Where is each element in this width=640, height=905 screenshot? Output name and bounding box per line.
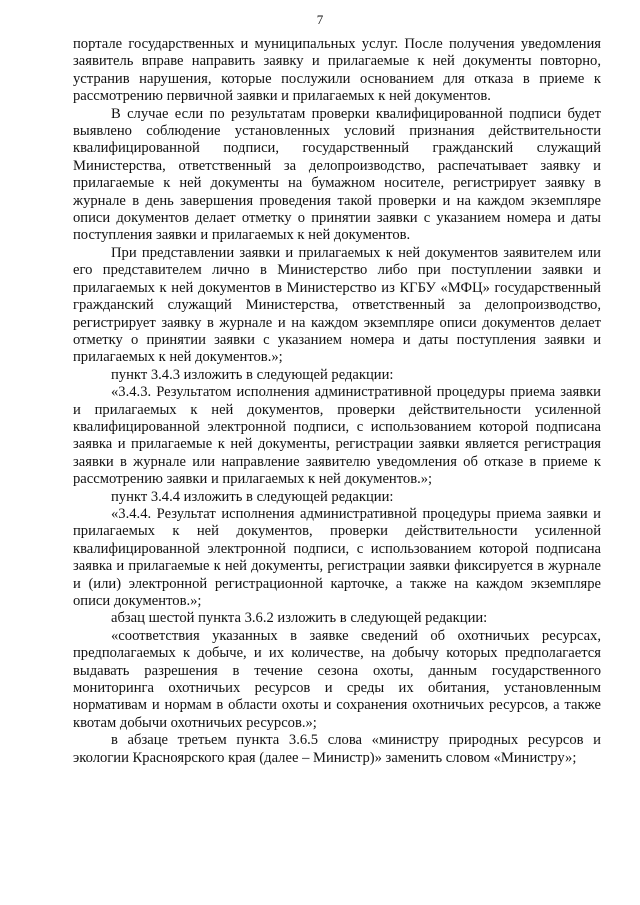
document-body [73,36,601,767]
paragraph-text-3-4-4: «3.4.4. Результат исполнения административной процедуры приема заявки и прилагаемых к ней документов, проверки действительности усиленной квалифицированной электронной подписи, с использованием которой подписана заявка и прилагаемые к ней документы, регистрации заявки фиксируется в журнале и (или) электронной регистрационной карточке, а также на каждом экземпляре описи документов.»; [73,505,601,609]
paragraph-amendment-3-4-3: пункт 3.4.3 изложить в следующей редакции: [111,366,394,383]
paragraph-amendment-3-6-5: в абзаце третьем пункта 3.6.5 слова «министру природных ресурсов и экологии Красноярского края (далее – Министр)» заменить словом «Министру»; [73,732,601,766]
paragraph-amendment-3-4-4: пункт 3.4.4 изложить в следующей редакции: [111,488,394,505]
paragraph-continuation: порталe государственных и муниципальных услуг. После получения уведомления заявитель вправе направить заявку и прилагаемые к ней документы повторно, устранив нарушения, которые послужили основанием для отказа в приеме к рассмотрению первичной заявки и прилагаемых к ней документов. [73,36,601,105]
paragraph-text-3-4-3: «3.4.3. Результатом исполнения административной процедуры приема заявки и прилагаемых к ней документов, проверки действительности усиленной квалифицированной электронной подписи, с использованием которой подписана заявка и прилагаемые к ней документы, регистрации заявки является регистрация заявки в журнале или направление заявителю уведомления об отказе в приеме к рассмотрению заявки и прилагаемых к ней документов.»; [73,384,601,488]
paragraph-qualified-signature: В случае если по результатам проверки квалифицированной подписи будет выявлено соблюдение установленных условий признания действительности квалифицированной подписи, государственный гражданский служащий Министерства, ответственный за делопроизводство, распечатывает заявку и прилагаемые к ней документы на бумажном носителе, регистрирует заявку в журнале в день завершения проведения такой проверки и на каждом экземпляре описи документов делает отметку о принятии заявки с указанием номера и даты поступления заявки и прилагаемых к ней документов. [73,105,601,244]
paragraph-amendment-3-6-2: абзац шестой пункта 3.6.2 изложить в следующей редакции: [111,610,488,627]
paragraph-text-3-6-2: «соответствия указанных в заявке сведений об охотничьих ресурсах, предполагаемых к добыче, и их количестве, на добычу которых предполагается выдавать разрешения в течение сезона охоты, данным государственного мониторинга охотничьих ресурсов и среды их обитания, установленным нормативам и нормам в области охоты и сохранения охотничьих ресурсов, а также квотам добычи охотничьих ресурсов.»; [73,627,601,731]
paragraph-personal-submission: При представлении заявки и прилагаемых к ней документов заявителем или его представителем лично в Министерство либо при поступлении заявки и прилагаемых к ней документов в Министерство из КГБУ «МФЦ» государственный гражданский служащий Министерства, ответственный за делопроизводство, регистрирует заявку в журнале и на каждом экземпляре описи документов делает отметку о принятии заявки с указанием номера и даты поступления заявки и прилагаемых к ней документов.»; [73,244,601,366]
page-number: 7 [316,12,324,27]
